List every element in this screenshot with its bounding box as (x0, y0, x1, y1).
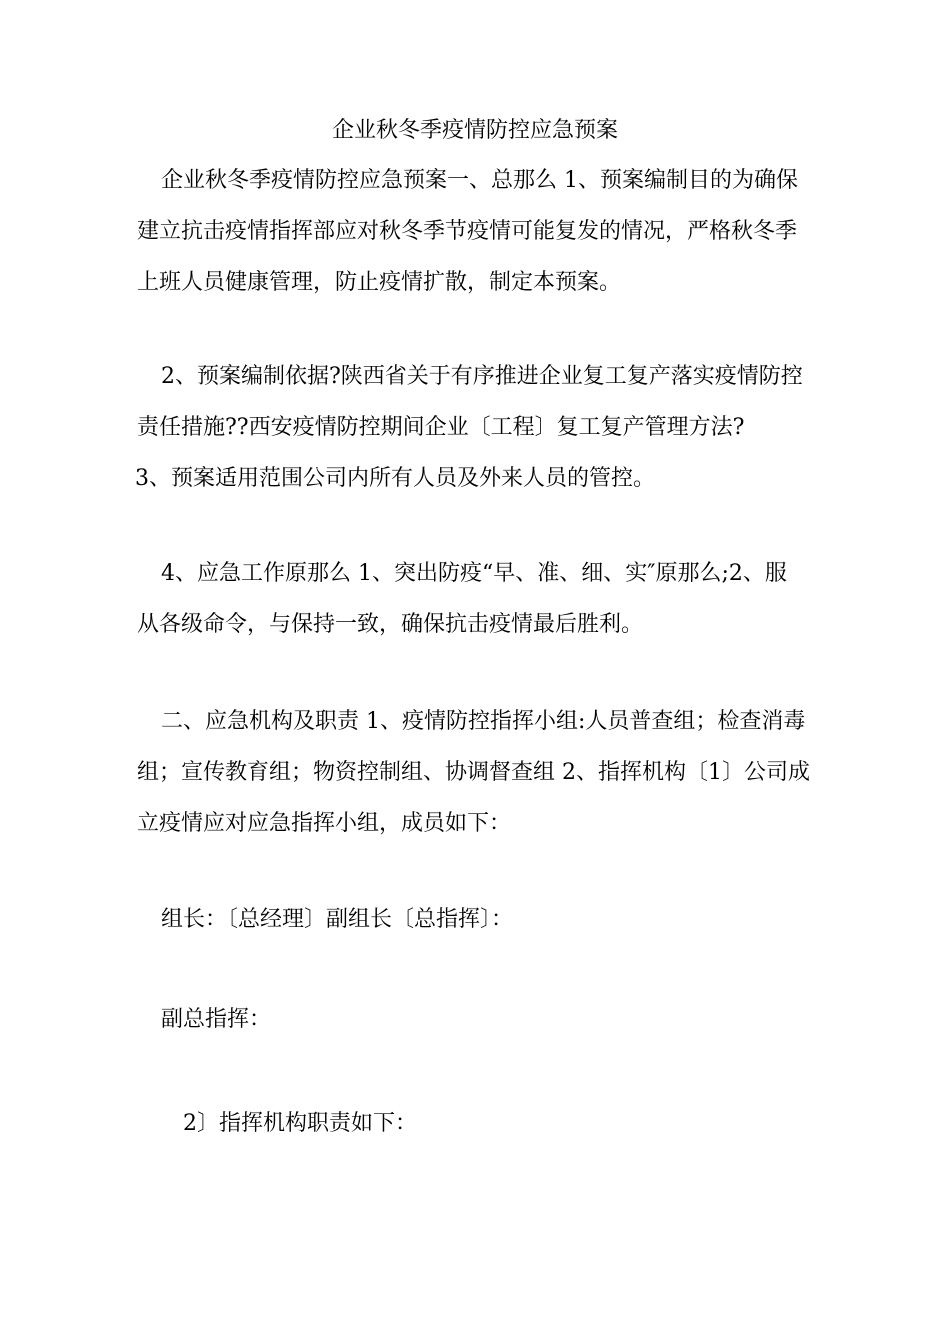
paragraph-line: 上班人员健康管理，防止疫情扩散，制定本预案。 (137, 270, 622, 295)
paragraph-line: 从各级命令，与保持一致，确保抗击疫情最后胜利。 (137, 612, 644, 637)
paragraph-line: 2、预案编制依据?陕西省关于有序推进企业复工复产落实疫情防控 (161, 364, 803, 389)
paragraph-line: 二、应急机构及职责 1、疫情防控指挥小组:人员普查组；检查消毒 (161, 709, 806, 734)
paragraph-line: 3、预案适用范围公司内所有人员及外来人员的管控。 (135, 466, 655, 491)
paragraph-line: 企业秋冬季疫情防控应急预案一、总那么 1、预案编制目的为确保 (161, 168, 798, 193)
duties-heading: 2〕指挥机构职责如下： (183, 1111, 417, 1136)
paragraph-line: 责任措施??西安疫情防控期间企业〔工程〕复工复产管理方法? (137, 415, 745, 440)
paragraph-3 (137, 548, 817, 650)
paragraph-line: 4、应急工作原那么 1、突出防疫“早、准、细、实″原那么;2、服 (161, 561, 787, 586)
paragraph-4 (137, 696, 817, 849)
paragraph-1 (137, 155, 817, 308)
deputy-commander-line: 副总指挥： (161, 1007, 272, 1032)
paragraph-line: 立疫情应对应急指挥小组，成员如下： (137, 811, 512, 836)
paragraph-line: 建立抗击疫情指挥部应对秋冬季节疫情可能复发的情况，严格秋冬季 (137, 219, 798, 244)
leader-line: 组长：〔总经理〕副组长〔总指挥〕： (161, 907, 514, 932)
document-title: 企业秋冬季疫情防控应急预案 (331, 118, 618, 143)
paragraph-2 (137, 351, 817, 504)
paragraph-line: 组；宣传教育组；物资控制组、协调督查组 2、指挥机构〔1〕公司成 (137, 760, 810, 785)
